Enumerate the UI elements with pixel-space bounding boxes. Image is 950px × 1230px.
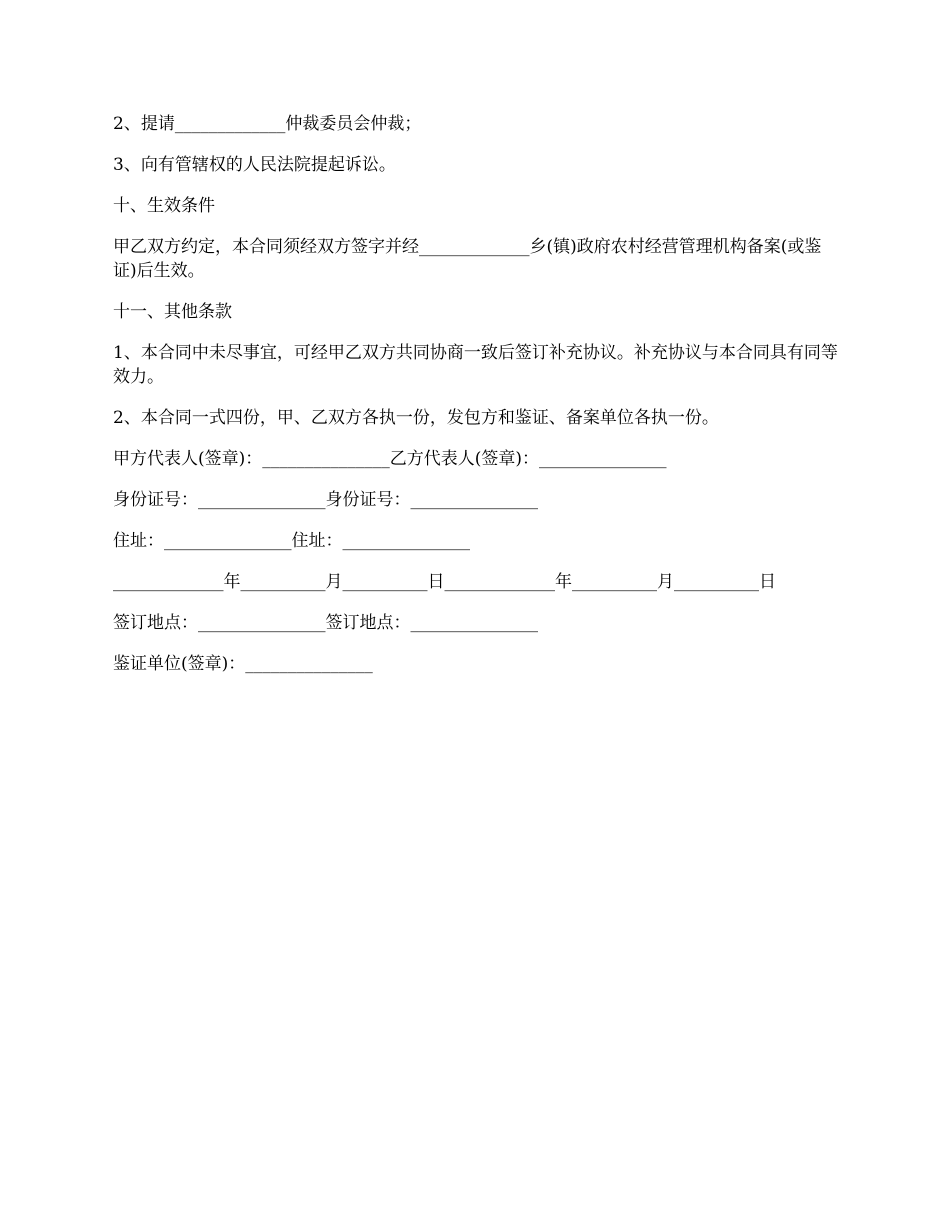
clause-copies: 2、本合同一式四份，甲、乙双方各执一份，发包方和鉴证、备案单位各执一份。 (113, 408, 719, 428)
section-heading-effective-conditions: 十、生效条件 (113, 196, 215, 216)
certifying-unit-line: 鉴证单位(签章)：_______________ (113, 654, 373, 674)
clause-arbitration: 2、提请_____________仲裁委员会仲裁； (113, 114, 422, 134)
signature-representatives: 甲方代表人(签章)：_______________乙方代表人(签章)：_______________ (113, 449, 667, 469)
signing-place-line: 签订地点：_______________签订地点：_______________ (113, 613, 538, 633)
section-heading-other-terms: 十一、其他条款 (113, 302, 232, 322)
clause-effective: 甲乙双方约定，本合同须经双方签字并经_____________乡(镇)政府农村经营管理机构备案(或鉴证)后生效。 (113, 237, 822, 281)
clause-litigation: 3、向有管辖权的人民法院提起诉讼。 (113, 155, 396, 175)
id-number-line: 身份证号：_______________身份证号：_______________ (113, 490, 538, 510)
date-line: _____________年__________月__________日_____________年__________月__________日 (113, 572, 776, 592)
clause-supplementary: 1、本合同中未尽事宜，可经甲乙双方共同协商一致后签订补充协议。补充协议与本合同具有同等效力。 (113, 343, 838, 387)
document-page (113, 112, 843, 693)
address-line: 住址：_______________住址：_______________ (113, 531, 470, 551)
